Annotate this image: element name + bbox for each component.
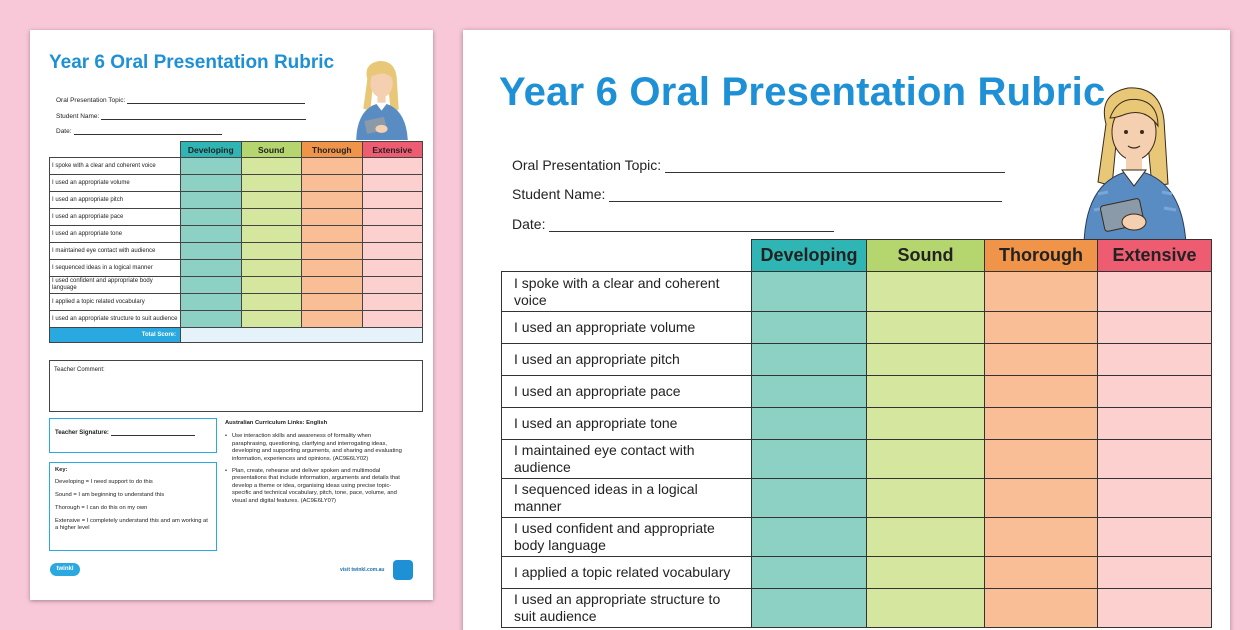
score-cell[interactable] xyxy=(302,209,363,226)
score-cell[interactable] xyxy=(985,589,1098,628)
thumbnail-header-extensive: Extensive xyxy=(362,142,423,158)
score-cell[interactable] xyxy=(752,589,867,628)
thumbnail-rubric-row xyxy=(50,311,423,328)
score-cell[interactable] xyxy=(241,226,302,243)
criterion-label: I used confident and appropriate body language xyxy=(502,518,752,557)
score-cell[interactable] xyxy=(752,557,867,589)
score-cell[interactable] xyxy=(302,226,363,243)
score-cell[interactable] xyxy=(1098,272,1212,312)
score-cell[interactable] xyxy=(302,260,363,277)
score-cell[interactable] xyxy=(181,260,242,277)
thumbnail-date-field xyxy=(56,128,222,135)
criterion-label: I used an appropriate pitch xyxy=(50,192,181,209)
date-label: Date: xyxy=(512,216,546,232)
key-item: Thorough = I can do this on my own xyxy=(55,505,148,511)
criterion-label: I sequenced ideas in a logical manner xyxy=(502,479,752,518)
score-cell[interactable] xyxy=(1098,557,1212,589)
score-cell[interactable] xyxy=(181,175,242,192)
score-cell[interactable] xyxy=(302,175,363,192)
score-cell[interactable] xyxy=(181,226,242,243)
criterion-label: I used an appropriate pace xyxy=(502,376,752,408)
score-cell[interactable] xyxy=(985,557,1098,589)
score-cell[interactable] xyxy=(241,158,302,175)
date-field[interactable] xyxy=(512,216,834,232)
rubric-row xyxy=(502,376,1212,408)
score-cell[interactable] xyxy=(181,294,242,311)
thumbnail-rubric-row xyxy=(50,294,423,311)
criterion-label: I applied a topic related vocabulary xyxy=(50,294,181,311)
student-illustration xyxy=(1068,74,1198,244)
score-cell[interactable] xyxy=(241,311,302,328)
score-cell[interactable] xyxy=(302,192,363,209)
score-cell[interactable] xyxy=(1098,440,1212,479)
score-cell[interactable] xyxy=(752,408,867,440)
score-cell[interactable] xyxy=(867,479,985,518)
thumbnail-header-developing: Developing xyxy=(181,142,242,158)
score-cell[interactable] xyxy=(362,192,423,209)
score-cell[interactable] xyxy=(181,277,242,294)
score-cell[interactable] xyxy=(752,479,867,518)
score-cell[interactable] xyxy=(867,312,985,344)
thumbnail-date-label: Date: xyxy=(56,128,72,135)
header-extensive: Extensive xyxy=(1098,240,1212,272)
score-cell[interactable] xyxy=(985,518,1098,557)
thumbnail-student-label: Student Name: xyxy=(56,113,100,120)
score-cell[interactable] xyxy=(362,277,423,294)
rubric-row xyxy=(502,518,1212,557)
key-title: Key: xyxy=(55,467,68,473)
page-title: Year 6 Oral Presentation Rubric xyxy=(499,70,1106,114)
thumbnail-title: Year 6 Oral Presentation Rubric xyxy=(49,52,335,73)
footer-url[interactable]: visit twinkl.com.au xyxy=(340,567,385,573)
rubric-row xyxy=(502,272,1212,312)
key-item: Sound = I am beginning to understand this xyxy=(55,492,165,498)
curriculum-item: • Use interaction skills and awareness of formality when paraphrasing, questioning, clarifying and interrogating ideas, developing and supporting arguments, and sharing and evaluating information, experiences and opinions. (AC9E6LY02) xyxy=(225,433,403,463)
thumbnail-rubric-row xyxy=(50,277,423,294)
header-developing: Developing xyxy=(752,240,867,272)
score-cell[interactable] xyxy=(241,192,302,209)
score-cell[interactable] xyxy=(1098,589,1212,628)
criterion-label: I used an appropriate volume xyxy=(502,312,752,344)
criterion-label: I spoke with a clear and coherent voice xyxy=(502,272,752,312)
criterion-label: I used an appropriate tone xyxy=(50,226,181,243)
score-cell[interactable] xyxy=(867,344,985,376)
criterion-label: I sequenced ideas in a logical manner xyxy=(50,260,181,277)
score-cell[interactable] xyxy=(985,408,1098,440)
teacher-signature-box[interactable] xyxy=(49,418,217,453)
score-cell[interactable] xyxy=(752,272,867,312)
score-cell[interactable] xyxy=(362,243,423,260)
total-score-field[interactable] xyxy=(181,328,423,343)
key-item: Developing = I need support to do this xyxy=(55,479,153,485)
score-cell[interactable] xyxy=(867,408,985,440)
score-cell[interactable] xyxy=(362,175,423,192)
header-thorough: Thorough xyxy=(985,240,1098,272)
score-cell[interactable] xyxy=(362,311,423,328)
score-cell[interactable] xyxy=(302,158,363,175)
total-score-row xyxy=(50,328,423,343)
score-cell[interactable] xyxy=(181,243,242,260)
teacher-comment-label: Teacher Comment: xyxy=(54,367,105,373)
rubric-thumbnail-page xyxy=(30,30,433,600)
criterion-label: I used an appropriate pitch xyxy=(502,344,752,376)
score-cell[interactable] xyxy=(302,311,363,328)
rubric-row xyxy=(502,344,1212,376)
score-cell[interactable] xyxy=(362,294,423,311)
score-cell[interactable] xyxy=(867,589,985,628)
score-cell[interactable] xyxy=(362,226,423,243)
rubric-row xyxy=(502,557,1212,589)
score-cell[interactable] xyxy=(752,376,867,408)
thumbnail-rubric-row xyxy=(50,243,423,260)
score-cell[interactable] xyxy=(241,209,302,226)
score-cell[interactable] xyxy=(985,479,1098,518)
thumbnail-rubric-row xyxy=(50,158,423,175)
score-cell[interactable] xyxy=(302,243,363,260)
criterion-label: I used an appropriate structure to suit audience xyxy=(502,589,752,628)
score-cell[interactable] xyxy=(362,260,423,277)
curriculum-links xyxy=(225,420,403,510)
criterion-label: I used an appropriate volume xyxy=(50,175,181,192)
criterion-label: I maintained eye contact with audience xyxy=(50,243,181,260)
criterion-label: I used an appropriate pace xyxy=(50,209,181,226)
score-cell[interactable] xyxy=(1098,479,1212,518)
score-cell[interactable] xyxy=(752,312,867,344)
thumbnail-rubric-table xyxy=(49,141,423,343)
score-cell[interactable] xyxy=(1098,344,1212,376)
score-cell[interactable] xyxy=(867,272,985,312)
score-cell[interactable] xyxy=(362,158,423,175)
score-cell[interactable] xyxy=(1098,518,1212,557)
score-cell[interactable] xyxy=(1098,312,1212,344)
rubric-header-row xyxy=(502,240,1212,272)
rubric-zoomed-page xyxy=(463,30,1230,630)
score-cell[interactable] xyxy=(181,209,242,226)
total-score-label: Total Score: xyxy=(50,328,181,343)
score-cell[interactable] xyxy=(985,272,1098,312)
thumbnail-header-sound: Sound xyxy=(241,142,302,158)
score-cell[interactable] xyxy=(985,376,1098,408)
thumbnail-topic-label: Oral Presentation Topic: xyxy=(56,97,126,104)
score-cell[interactable] xyxy=(302,277,363,294)
criterion-label: I used an appropriate structure to suit audience xyxy=(50,311,181,328)
score-cell[interactable] xyxy=(1098,376,1212,408)
key-box xyxy=(49,462,217,551)
score-cell[interactable] xyxy=(241,175,302,192)
score-cell[interactable] xyxy=(752,440,867,479)
thumbnail-student-field xyxy=(56,113,306,120)
score-cell[interactable] xyxy=(241,294,302,311)
thumbnail-rubric-row xyxy=(50,226,423,243)
rubric-row xyxy=(502,408,1212,440)
curriculum-title: Australian Curriculum Links: English xyxy=(225,420,328,426)
criterion-label: I spoke with a clear and coherent voice xyxy=(50,158,181,175)
criterion-label: I used an appropriate tone xyxy=(502,408,752,440)
thumbnail-header-thorough: Thorough xyxy=(302,142,363,158)
score-cell[interactable] xyxy=(985,312,1098,344)
topic-label: Oral Presentation Topic: xyxy=(512,157,662,173)
score-cell[interactable] xyxy=(362,209,423,226)
topic-field[interactable] xyxy=(512,157,1005,173)
thumbnail-rubric-row xyxy=(50,209,423,226)
score-cell[interactable] xyxy=(241,243,302,260)
score-cell[interactable] xyxy=(752,518,867,557)
student-name-field[interactable] xyxy=(512,186,1002,202)
score-cell[interactable] xyxy=(985,344,1098,376)
teacher-signature-label: Teacher Signature: xyxy=(55,430,109,436)
score-cell[interactable] xyxy=(181,311,242,328)
twinkl-badge-icon xyxy=(393,560,413,580)
score-cell[interactable] xyxy=(181,192,242,209)
criterion-label: I used confident and appropriate body language xyxy=(50,277,181,294)
twinkl-logo: twinkl xyxy=(50,563,80,576)
teacher-comment-box[interactable] xyxy=(49,360,423,412)
key-item: Extensive = I completely understand this and am working at a higher level xyxy=(55,518,208,531)
score-cell[interactable] xyxy=(1098,408,1212,440)
score-cell[interactable] xyxy=(181,158,242,175)
thumbnail-rubric-row xyxy=(50,192,423,209)
score-cell[interactable] xyxy=(241,260,302,277)
rubric-table xyxy=(501,239,1212,628)
rubric-row xyxy=(502,312,1212,344)
score-cell[interactable] xyxy=(867,518,985,557)
thumbnail-topic-field xyxy=(56,97,305,104)
rubric-row xyxy=(502,479,1212,518)
score-cell[interactable] xyxy=(867,557,985,589)
header-sound: Sound xyxy=(867,240,985,272)
score-cell[interactable] xyxy=(241,277,302,294)
score-cell[interactable] xyxy=(302,294,363,311)
thumbnail-rubric-row xyxy=(50,260,423,277)
rubric-row xyxy=(502,589,1212,628)
criterion-label: I applied a topic related vocabulary xyxy=(502,557,752,589)
rubric-row xyxy=(502,440,1212,479)
score-cell[interactable] xyxy=(867,440,985,479)
score-cell[interactable] xyxy=(985,440,1098,479)
student-name-label: Student Name: xyxy=(512,186,606,202)
score-cell[interactable] xyxy=(752,344,867,376)
criterion-label: I maintained eye contact with audience xyxy=(502,440,752,479)
student-illustration xyxy=(348,54,414,140)
thumbnail-rubric-row xyxy=(50,175,423,192)
curriculum-item: • Plan, create, rehearse and deliver spoken and multimodal presentations that include information, arguments and details that develop a theme or idea, organising ideas using precise topic-specific and technical vocabulary, pitch, tone, pace, volume, and visual and digital features. (AC9E6LY07) xyxy=(225,468,403,505)
score-cell[interactable] xyxy=(867,376,985,408)
